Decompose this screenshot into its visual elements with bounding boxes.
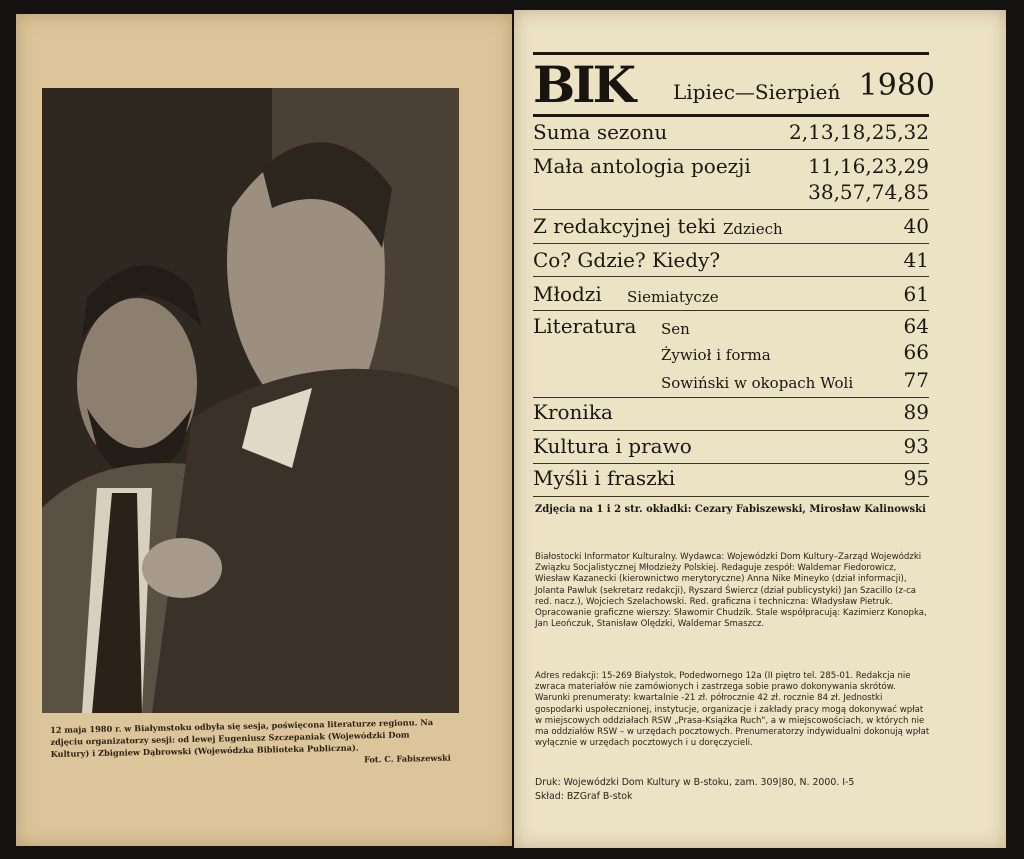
toc-entry: [533, 466, 929, 496]
toc-entry: [533, 214, 929, 244]
masthead-bottom-rule: [533, 114, 929, 117]
toc-entry: [533, 248, 929, 278]
toc-entry: [533, 434, 929, 464]
toc-divider: [533, 430, 929, 431]
toc-pages: 40: [903, 214, 929, 238]
toc-subtitle: Sen: [661, 320, 690, 338]
toc-subtitle: Zdziech: [723, 220, 783, 238]
toc-entry: [533, 120, 929, 150]
toc-pages: 66: [903, 340, 929, 364]
toc-entry: [533, 282, 929, 312]
toc-entry-literatura: [533, 314, 929, 400]
toc-entry: [533, 154, 929, 210]
photo-caption: [50, 716, 451, 772]
impressum-editorial: Białostocki Informator Kulturalny. Wydawca: Wojewódzki Dom Kultury–Zarząd Wojewódzki Związku Socjalistycznej Młodzieży Polskiej. Redaguje zespół: Waldemar Fiedorowicz, Wiesław Kazanecki (kierownictwo merytoryczne) Anna Nike Mineyko (dział informacji), Jolanta Pawluk (sekretarz redakcji), Ryszard Świercz (dział publicystyki) Jan Szacillo (z-ca red. nacz.), Wojciech Szelachowski. Red. graficzna i techniczna: Władysław Pietruk. Opracowanie graficzne wierszy: Sławomir Chudzik. Stale współpracują: Kazimierz Konopka, Jan Leończuk, Stanisław Olędzki, Waldemar Smaszcz.: [535, 552, 927, 630]
toc-title: Suma sezonu: [533, 120, 668, 144]
toc-title: Myśli i fraszki: [533, 466, 676, 490]
toc-divider: [533, 496, 929, 497]
toc-title: Mała antologia poezji: [533, 154, 751, 178]
toc-title: Literatura: [533, 314, 637, 338]
toc-divider: [533, 310, 929, 311]
issue-months: Lipiec—Sierpień: [673, 80, 841, 104]
typesetting-info: Skład: BZGraf B-stok: [535, 791, 633, 802]
toc-pages: 11,16,23,29: [808, 154, 929, 178]
toc-divider: [533, 149, 929, 150]
toc-pages: 89: [903, 400, 929, 424]
toc-divider: [533, 463, 929, 464]
photo-illustration: [42, 88, 459, 713]
toc-divider: [533, 276, 929, 277]
toc-pages: 77: [903, 368, 929, 392]
toc-subtitle: Żywioł i forma: [661, 346, 771, 364]
toc-divider: [533, 209, 929, 210]
toc-title: Kronika: [533, 400, 613, 424]
toc-title: Młodzi: [533, 282, 602, 306]
toc-pages: 95: [903, 466, 929, 490]
impressum-address: Adres redakcji: 15-269 Białystok, Podedwornego 12a (II piętro tel. 285-01. Redakcja nie zwraca materiałów nie zamówionych i zastrzega sobie prawo dokonywania skrótów. Warunki prenumeraty: kwartalnie -21 zł. półrocznie 42 zł. rocznie 84 zł. Jednostki gospodarki uspołecznionej, instytucje, organizacje i zakłady pracy mogą dokonywać wpłat w miejscowych oddziałach RSW „Prasa-Książka Ruch", a w miejscowościach, w których nie ma oddziałów RSW – w urzędach pocztowych. Prenumeratorzy indywidualni dokonują wpłat wyłącznie w urzędach pocztowych i u doręczycieli.: [535, 671, 930, 749]
toc-title: Co? Gdzie? Kiedy?: [533, 248, 721, 272]
masthead: [533, 55, 935, 114]
photo-credit-line: Fot. C. Fabiszewski: [363, 752, 451, 765]
toc-subtitle: Siemiatycze: [627, 288, 719, 306]
toc-pages: 64: [903, 314, 929, 338]
toc-title: Kultura i prawo: [533, 434, 692, 458]
issue-year: 1980: [858, 68, 935, 103]
event-photo: [42, 88, 459, 713]
toc-pages-continued: 38,57,74,85: [808, 180, 929, 204]
toc-subtitle: Sowiński w okopach Woli: [661, 374, 854, 392]
toc-title: Z redakcyjnej teki: [533, 214, 716, 238]
magazine-logo: BIK: [533, 55, 634, 114]
toc-pages: 41: [903, 248, 929, 272]
toc-divider: [533, 397, 929, 398]
toc-divider: [533, 243, 929, 244]
toc-entry: [533, 400, 929, 430]
caption-text: 12 maja 1980 r. w Białymstoku odbyła się sesja, poświęcona literaturze regionu. Na zdjęciu organizatorzy sesji: od lewej Eugeniusz Szczepaniak (Wojewódzki Dom Kultury) i Zbigniew Dąbrowski (Wojewódzka Biblioteka Publiczna).: [50, 716, 434, 759]
print-info: Druk: Wojewódzki Dom Kultury w B-stoku, zam. 309|80, N. 2000. I-5: [535, 777, 855, 788]
cover-photo-credit: Zdjęcia na 1 i 2 str. okładki: Cezary Fabiszewski, Mirosław Kalinowski: [535, 504, 926, 515]
toc-pages: 93: [903, 434, 929, 458]
toc-pages: 2,13,18,25,32: [789, 120, 929, 144]
toc-pages: 61: [903, 282, 929, 306]
